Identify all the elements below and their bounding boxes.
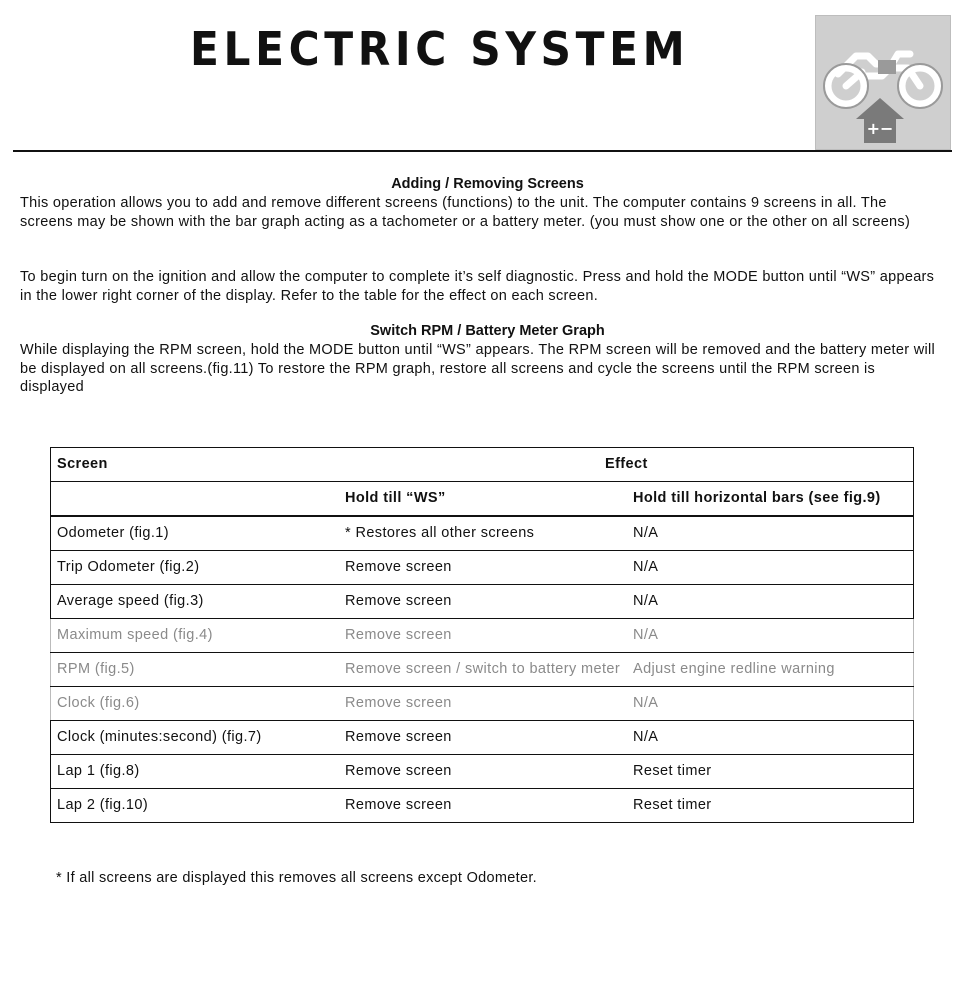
cell-hold-ws: Remove screen [339,721,627,755]
cell-hold-ws: Remove screen / switch to battery meter [339,653,627,687]
table-row [51,721,914,755]
paragraph-switch-rpm: While displaying the RPM screen, hold the MODE button until “WS” appears. The RPM screen will be removed and the battery meter will be displayed on all screens.(fig.11) To restore the RPM graph, restore all screens and cycle the screens until the RPM screen is displayed [20,342,936,395]
table-subheader-row [51,482,914,517]
title-divider [13,150,952,152]
cell-hold-bars: N/A [627,721,914,755]
cell-screen: Maximum speed (fig.4) [51,619,340,653]
cell-screen: Trip Odometer (fig.2) [51,551,340,585]
cell-screen: Lap 1 (fig.8) [51,755,340,789]
header-screen: Screen [51,448,340,482]
motorcycle-battery-icon [815,15,951,150]
table-row [51,687,914,721]
cell-hold-bars: Reset timer [627,789,914,823]
paragraph-intro: This operation allows you to add and remove different screens (functions) to the unit. The computer contains 9 screens in all. The screens may be shown with the bar graph acting as a tachometer or a battery meter. (you must show one or the other on all screens) [20,195,911,230]
table-row [51,516,914,551]
cell-screen: Average speed (fig.3) [51,585,340,619]
cell-hold-bars: N/A [627,687,914,721]
paragraph-begin: To begin turn on the ignition and allow the computer to complete it’s self diagnostic. Press and hold the MODE button until “WS” appears in the lower right corner of the display. Refer to the table for the effect on each screen. [20,269,935,304]
cell-hold-ws: Remove screen [339,755,627,789]
subheader-hold-ws: Hold till “WS” [339,482,627,517]
subheader-empty [51,482,340,517]
table-header-row [51,448,914,482]
cell-screen: RPM (fig.5) [51,653,340,687]
cell-hold-ws: Remove screen [339,619,627,653]
cell-hold-bars: N/A [627,585,914,619]
cell-screen: Odometer (fig.1) [51,516,340,551]
table-row [51,619,914,653]
cell-hold-bars: N/A [627,551,914,585]
cell-hold-bars: N/A [627,516,914,551]
cell-screen: Lap 2 (fig.10) [51,789,340,823]
page-title: ELECTRIC SYSTEM [190,22,690,76]
subheader-hold-bars: Hold till horizontal bars (see fig.9) [627,482,914,517]
cell-hold-bars: Reset timer [627,755,914,789]
table-row [51,585,914,619]
cell-screen: Clock (minutes:second) (fig.7) [51,721,340,755]
section-heading-adding-removing: Adding / Removing Screens [391,176,584,192]
cell-hold-bars: Adjust engine redline warning [627,653,914,687]
header-effect: Effect [339,448,914,482]
battery-sign-label: +− [866,119,894,138]
table-row [51,755,914,789]
table-row [51,551,914,585]
cell-hold-ws: Remove screen [339,585,627,619]
cell-hold-bars: N/A [627,619,914,653]
cell-hold-ws: Remove screen [339,551,627,585]
screen-effects-table [50,447,914,823]
table-row [51,789,914,823]
cell-hold-ws: Remove screen [339,687,627,721]
cell-hold-ws: Remove screen [339,789,627,823]
section-heading-switch-rpm: Switch RPM / Battery Meter Graph [370,323,605,339]
footnote: * If all screens are displayed this removes all screens except Odometer. [56,870,537,886]
cell-screen: Clock (fig.6) [51,687,340,721]
table-row [51,653,914,687]
cell-hold-ws: * Restores all other screens [339,516,627,551]
